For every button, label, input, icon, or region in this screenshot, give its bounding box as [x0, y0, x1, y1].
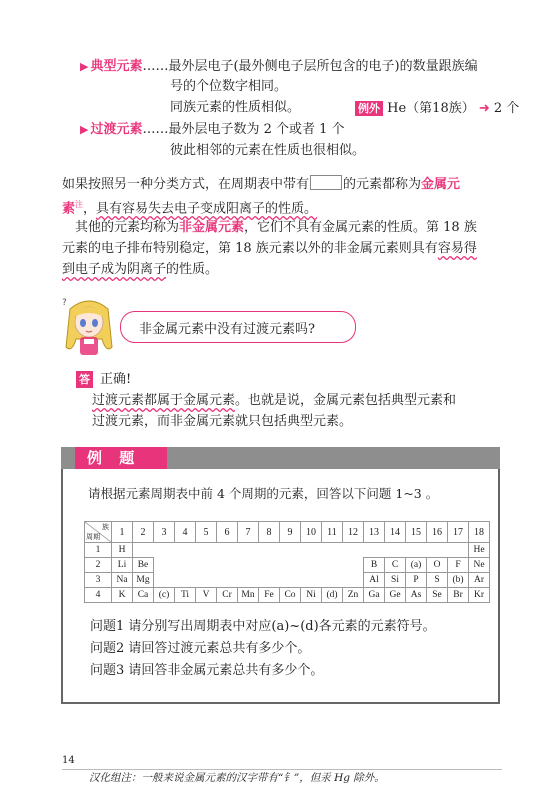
element-cell: Na	[112, 573, 133, 588]
element-cell	[322, 558, 343, 573]
exception-result: 2 个	[493, 101, 520, 116]
element-cell: Si	[385, 573, 406, 588]
element-cell	[238, 558, 259, 573]
element-cell: Mg	[133, 573, 154, 588]
question-2: 问题2 请回答过渡元素总共有多少个。	[90, 641, 311, 656]
group-header: 18	[469, 522, 490, 543]
element-cell: B	[364, 558, 385, 573]
element-cell: Li	[112, 558, 133, 573]
para1-text-a: 如果按照另一种分类方式，在周期表中带有	[62, 177, 310, 192]
period-number-cell: 2	[85, 558, 112, 573]
element-cell	[406, 543, 427, 558]
element-cell	[259, 558, 280, 573]
para2-text-c: 元素的电子排布特别稳定，第 18 族元素以外的非金属元素则具有	[62, 241, 438, 256]
group-header: 16	[427, 522, 448, 543]
group-header: 17	[448, 522, 469, 543]
para2-text-a: 其他的元素均称为	[75, 220, 180, 235]
table-row	[85, 543, 490, 558]
element-cell: He	[469, 543, 490, 558]
para1-line-2	[62, 195, 317, 219]
typical-line-1	[80, 57, 478, 77]
para2-line-3	[62, 260, 218, 280]
nonmetal-term: 非金属元素	[179, 220, 245, 235]
element-cell: K	[112, 588, 133, 603]
table-body	[85, 543, 490, 603]
arrow-right-icon: ➜	[478, 101, 490, 116]
group-header: 8	[259, 522, 280, 543]
transition-text-1: 最外层电子数为 2 个或者 1 个	[168, 122, 345, 137]
element-cell: Kr	[469, 588, 490, 603]
metal-term-end: 素	[62, 201, 76, 217]
group-header: 2	[133, 522, 154, 543]
typical-line-3	[170, 98, 300, 118]
element-cell	[364, 543, 385, 558]
element-cell	[280, 543, 301, 558]
answer-text-b: 。也就是说，金属元素包括典型元素和	[235, 393, 457, 408]
element-cell: Mn	[238, 588, 259, 603]
typical-text-3: 同族元素的性质相似。	[170, 100, 301, 115]
element-cell: Br	[448, 588, 469, 603]
element-cell	[196, 573, 217, 588]
para1-text-b: 的元素都称为	[343, 177, 422, 192]
element-cell	[259, 543, 280, 558]
anime-girl-illustration	[60, 295, 118, 357]
group-header: 5	[196, 522, 217, 543]
transition-term: 过渡元素	[90, 122, 143, 137]
element-cell	[175, 543, 196, 558]
table-row	[85, 588, 490, 603]
para2-line-2	[62, 239, 477, 259]
footnote: 汉化组注：一般来说金属元素的汉字带有“钅”，但汞 Hg 除外。	[89, 772, 385, 784]
answer-line-2	[92, 391, 456, 411]
element-cell: Ca	[133, 588, 154, 603]
element-cell	[238, 573, 259, 588]
example-title: 例 题 3	[75, 447, 167, 469]
element-cell: (c)	[154, 588, 175, 603]
element-cell: S	[427, 573, 448, 588]
exception-note	[355, 99, 519, 119]
group-header: 15	[406, 522, 427, 543]
nonmetal-property-b: 到电子成为阴离子	[62, 262, 167, 277]
group-header: 10	[301, 522, 322, 543]
element-cell	[175, 573, 196, 588]
element-cell: Ar	[469, 573, 490, 588]
element-cell: (b)	[448, 573, 469, 588]
element-cell: As	[406, 588, 427, 603]
exception-badge: 例外	[355, 101, 383, 116]
element-cell	[217, 558, 238, 573]
dots: ……	[142, 59, 169, 74]
element-cell: Se	[427, 588, 448, 603]
typical-text-1: 最外层电子(最外侧电子层所包含的电子)的数量跟族编	[168, 59, 478, 74]
bubble-text: 非金属元素中没有过渡元素吗?	[139, 322, 315, 337]
nonmetal-property-a: 容易得	[437, 241, 477, 256]
exception-text: He（第18族）	[387, 101, 475, 116]
answer-emphasis: 过渡元素都属于金属元素	[92, 393, 236, 408]
period-label: 周期	[86, 533, 100, 541]
page-number: 14	[62, 755, 75, 766]
element-cell	[133, 543, 154, 558]
group-header: 12	[343, 522, 364, 543]
element-cell	[322, 573, 343, 588]
answer-line-1: 正确!	[100, 372, 132, 387]
group-header: 11	[322, 522, 343, 543]
transition-line-1	[80, 120, 345, 140]
element-cell	[217, 543, 238, 558]
question-3: 问题3 请回答非金属元素总共有多少个。	[90, 663, 324, 678]
typical-line-2: 号的个位数字相同。	[170, 79, 288, 94]
element-cell: Ti	[175, 588, 196, 603]
element-cell	[238, 543, 259, 558]
element-cell: (a)	[406, 558, 427, 573]
element-cell	[343, 558, 364, 573]
example-header	[61, 447, 500, 489]
table-row	[85, 573, 490, 588]
period-number-cell: 4	[85, 588, 112, 603]
example-intro: 请根据元素周期表中前 4 个周期的元素，回答以下问题 1~3 。	[88, 486, 439, 501]
element-cell: Ge	[385, 588, 406, 603]
element-cell: Ga	[364, 588, 385, 603]
element-cell: Cr	[217, 588, 238, 603]
question-1: 问题1 请分别写出周期表中对应(a)~(d)各元素的元素符号。	[90, 619, 436, 634]
element-cell: Zn	[343, 588, 364, 603]
answer-line-3: 过渡元素，而非金属元素就只包括典型元素。	[92, 414, 353, 429]
element-cell: Fe	[259, 588, 280, 603]
element-cell: (d)	[322, 588, 343, 603]
svg-text:?: ?	[62, 298, 67, 308]
table-corner	[85, 522, 112, 543]
element-cell	[322, 543, 343, 558]
group-header: 3	[154, 522, 175, 543]
group-header: 7	[238, 522, 259, 543]
element-cell	[448, 543, 469, 558]
period-number-cell: 1	[85, 543, 112, 558]
blank-box	[310, 175, 342, 190]
note-mark: 注	[75, 200, 84, 209]
element-cell: V	[196, 588, 217, 603]
element-cell	[385, 543, 406, 558]
triangle-bullet-icon: ▶	[80, 60, 89, 73]
element-cell	[154, 573, 175, 588]
element-cell: O	[427, 558, 448, 573]
element-cell: C	[385, 558, 406, 573]
element-cell	[154, 543, 175, 558]
typical-term: 典型元素	[90, 59, 143, 74]
group-header: 9	[280, 522, 301, 543]
periodic-table	[84, 521, 490, 603]
comma: ，	[83, 201, 97, 217]
group-header: 1	[112, 522, 133, 543]
element-cell: Ni	[301, 588, 322, 603]
element-cell	[301, 558, 322, 573]
para2-text-d: 的性质。	[166, 262, 219, 277]
para2-line-1	[62, 218, 477, 238]
group-header: 13	[364, 522, 385, 543]
element-cell	[259, 573, 280, 588]
element-cell: F	[448, 558, 469, 573]
element-cell	[196, 543, 217, 558]
element-cell	[343, 543, 364, 558]
element-cell	[280, 558, 301, 573]
element-cell	[217, 573, 238, 588]
element-cell	[301, 543, 322, 558]
element-cell: Al	[364, 573, 385, 588]
element-cell: P	[406, 573, 427, 588]
element-cell	[175, 558, 196, 573]
group-header: 4	[175, 522, 196, 543]
element-cell	[280, 573, 301, 588]
group-header: 14	[385, 522, 406, 543]
group-label: 族	[102, 523, 109, 531]
para1-line-1	[62, 175, 460, 195]
triangle-bullet-icon: ▶	[80, 123, 89, 136]
element-cell: Co	[280, 588, 301, 603]
element-cell: H	[112, 543, 133, 558]
element-cell	[196, 558, 217, 573]
para2-text-b: ，它们不具有金属元素的性质。第 18 族	[244, 220, 477, 235]
element-cell	[154, 558, 175, 573]
element-cell	[343, 573, 364, 588]
dots: ……	[142, 122, 169, 137]
metal-property: 具有容易失去电子变成阳离子的性质。	[96, 201, 318, 217]
period-number-cell: 3	[85, 573, 112, 588]
speech-bubble	[120, 311, 356, 343]
group-header: 6	[217, 522, 238, 543]
element-cell	[301, 573, 322, 588]
element-cell: Be	[133, 558, 154, 573]
element-cell: Ne	[469, 558, 490, 573]
table-row	[85, 558, 490, 573]
transition-line-2: 彼此相邻的元素在性质也很相似。	[170, 143, 366, 158]
element-cell	[427, 543, 448, 558]
answer-badge: 答	[76, 371, 93, 388]
table-header-row	[85, 522, 490, 543]
metal-term: 金属元	[421, 177, 461, 192]
